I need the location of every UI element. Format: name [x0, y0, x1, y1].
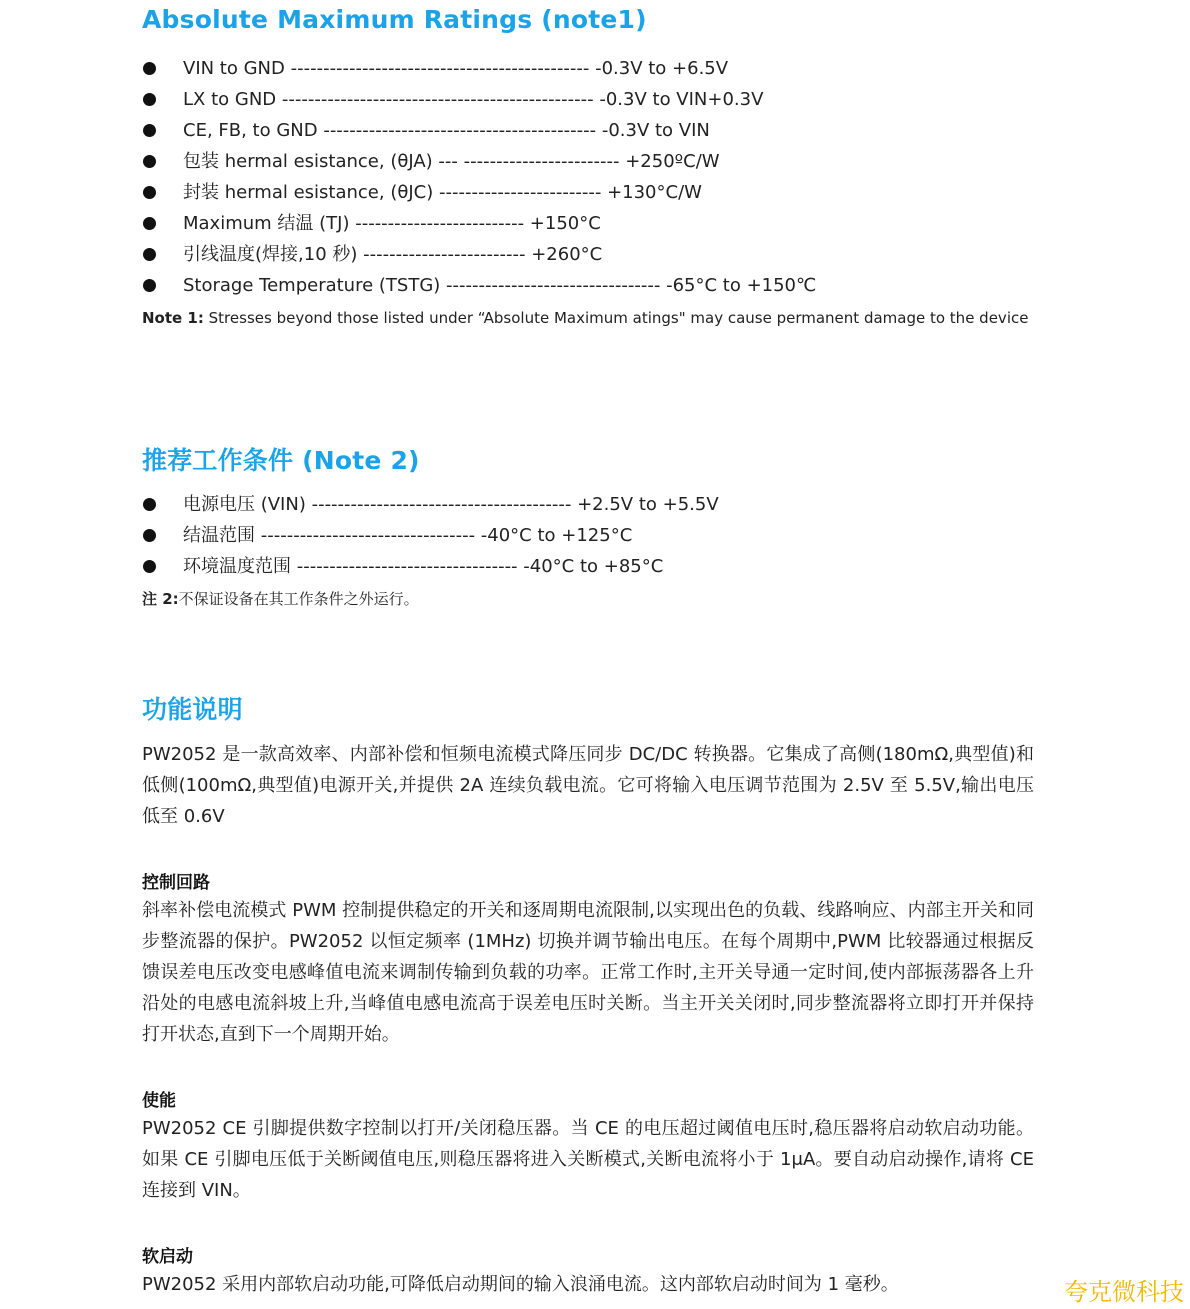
- bullet-icon: [143, 248, 156, 261]
- bullet-icon: [143, 93, 156, 106]
- spec-text: 结温范围 --------------------------------- -40°C to +125°C: [183, 525, 633, 546]
- bullet-icon: [143, 62, 156, 75]
- control-loop-text: 斜率补偿电流模式 PWM 控制提供稳定的开关和逐周期电流限制,以实现出色的负载、线路响应、内部主开关和同步整流器的保护。PW2052 以恒定频率 (1MHz) 切换并调节输出电压。在每个周期中,PWM 比较器通过根据反馈误差电压改变电感峰值电流来调制传输到负载的功率。正常工作时,主开关导通一定时间,使内部振荡器各上升沿处的电感电流斜坡上升,当峰值电感电流高于误差电压时关断。当主开关关闭时,同步整流器将立即打开并保持打开状态,直到下一个周期开始。: [142, 900, 1034, 1045]
- spec-text: Storage Temperature (TSTG) --------------------------------- -65°C to +150℃: [183, 275, 817, 296]
- bullet-icon: [143, 560, 156, 573]
- list-item: [142, 520, 719, 551]
- bullet-icon: [143, 155, 156, 168]
- spec-text: 包装 hermal esistance, (θJA) --- ------------------------ +250ºC/W: [183, 151, 720, 172]
- list-item: [142, 84, 816, 115]
- spec-text: 引线温度(焊接,10 秒) ------------------------- +260°C: [183, 244, 603, 265]
- list-item: [142, 177, 816, 208]
- rec-cond-heading: 推荐工作条件 (Note 2): [142, 446, 420, 475]
- abs-max-list: [142, 53, 816, 301]
- func-intro: PW2052 是一款高效率、内部补偿和恒频电流模式降压同步 DC/DC 转换器。它集成了高侧(180mΩ,典型值)和低侧(100mΩ,典型值)电源开关,并提供 2A 连续负载电流。它可将输入电压调节范围为 2.5V 至 5.5V,输出电压低至 0.6V: [142, 744, 1034, 827]
- watermark: 夸克微科技: [1064, 1278, 1184, 1306]
- list-item: [142, 239, 816, 270]
- spec-text: CE, FB, to GND ------------------------------------------ -0.3V to VIN: [183, 120, 710, 141]
- spec-text: VIN to GND ---------------------------------------------- -0.3V to +6.5V: [183, 58, 729, 79]
- note-text: 不保证设备在其工作条件之外运行。: [178, 590, 419, 608]
- control-loop-title: 控制回路: [142, 873, 210, 893]
- list-item: [142, 551, 719, 582]
- abs-max-note: [142, 303, 1034, 334]
- spec-text: 环境温度范围 ---------------------------------- -40°C to +85°C: [183, 556, 664, 577]
- list-item: [142, 208, 816, 239]
- list-item: [142, 53, 816, 84]
- spec-text: Maximum 结温 (TJ) -------------------------- +150°C: [183, 213, 601, 234]
- spec-text: LX to GND ------------------------------------------------ -0.3V to VIN+0.3V: [183, 89, 764, 110]
- bullet-icon: [143, 186, 156, 199]
- rec-cond-list: [142, 489, 719, 582]
- enable-title: 使能: [142, 1091, 176, 1111]
- enable-text: PW2052 CE 引脚提供数字控制以打开/关闭稳压器。当 CE 的电压超过阈值电压时,稳压器将启动软启动功能。如果 CE 引脚电压低于关断阈值电压,则稳压器将进入关断模式,关断电流将小于 1μA。要自动启动操作,请将 CE 连接到 VIN。: [142, 1118, 1034, 1201]
- bullet-icon: [143, 279, 156, 292]
- bullet-icon: [143, 529, 156, 542]
- bullet-icon: [143, 217, 156, 230]
- abs-max-heading: Absolute Maximum Ratings (note1): [142, 5, 647, 34]
- bullet-icon: [143, 124, 156, 137]
- spec-text: 封装 hermal esistance, (θJC) ------------------------- +130°C/W: [183, 182, 702, 203]
- rec-cond-note: [142, 584, 1034, 615]
- func-heading: 功能说明: [142, 695, 243, 724]
- list-item: [142, 270, 816, 301]
- note-text: Stresses beyond those listed under “Absolute Maximum atings" may cause permanent damage to the device: [208, 309, 1029, 327]
- note-label: 注 2:: [142, 590, 179, 608]
- list-item: [142, 115, 816, 146]
- softstart-title: 软启动: [142, 1247, 193, 1267]
- list-item: [142, 489, 719, 520]
- note-label: Note 1:: [142, 309, 204, 327]
- list-item: [142, 146, 816, 177]
- softstart-text: PW2052 采用内部软启动功能,可降低启动期间的输入浪涌电流。这内部软启动时间为 1 毫秒。: [142, 1274, 899, 1295]
- spec-text: 电源电压 (VIN) ---------------------------------------- +2.5V to +5.5V: [183, 494, 719, 515]
- bullet-icon: [143, 498, 156, 511]
